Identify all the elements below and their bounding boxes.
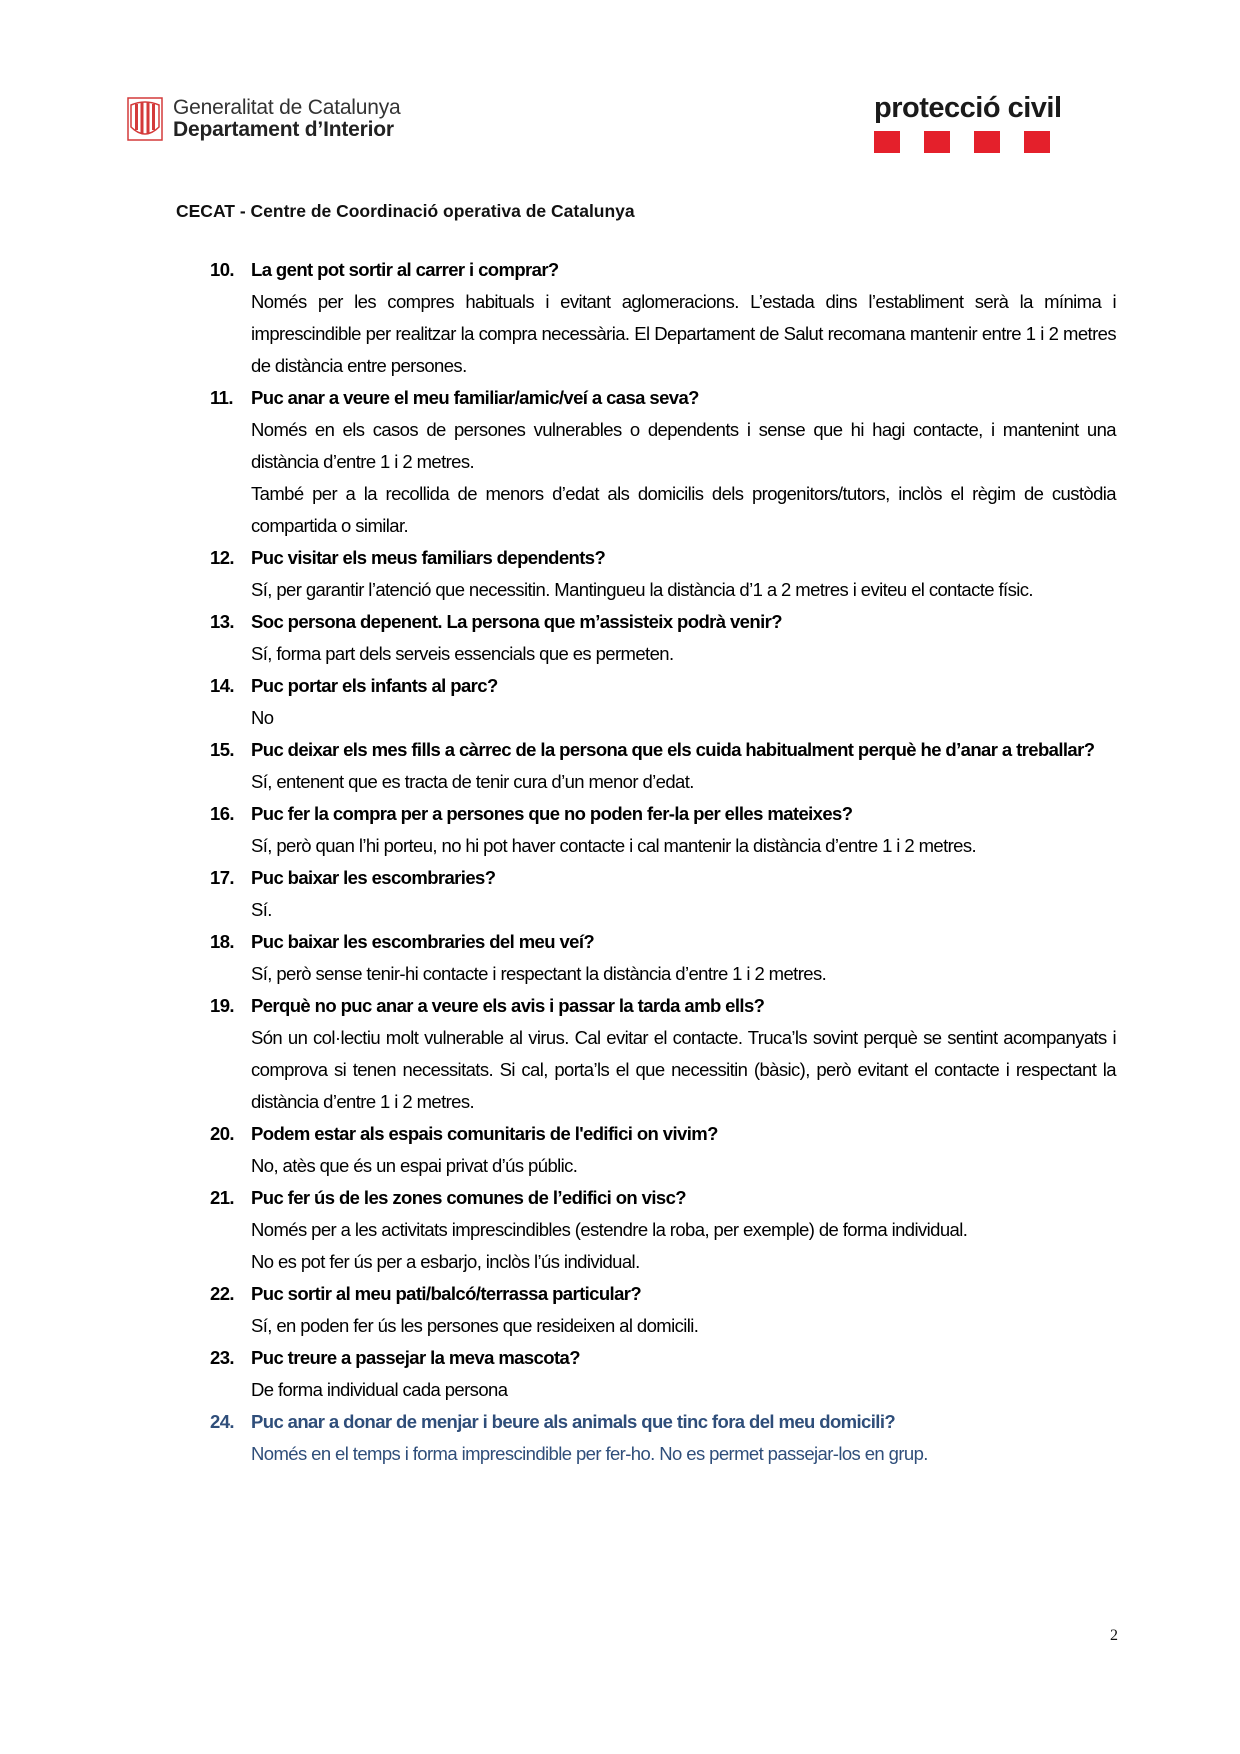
red-square — [874, 131, 900, 153]
faq-item — [210, 542, 1116, 606]
faq-question — [210, 798, 1116, 830]
answer-paragraph: Només en els casos de persones vulnerables o dependents i sense que hi hagi contacte, i mantenint una distància d’entre 1 i 2 metres. — [251, 419, 1116, 472]
answer-paragraph: No es pot fer ús per a esbarjo, inclòs l’ús individual. — [251, 1251, 640, 1272]
faq-item — [210, 862, 1116, 926]
page-number: 2 — [1110, 1627, 1118, 1644]
answer-paragraph: També per a la recollida de menors d’edat als domicilis dels progenitors/tutors, inclòs el règim de custòdia compartida o similar. — [251, 483, 1116, 536]
faq-question — [210, 1342, 1116, 1374]
generalitat-logo — [127, 97, 401, 141]
faq-question — [210, 1406, 1116, 1438]
generalitat-name: Generalitat de Catalunya — [173, 96, 401, 119]
question-text: Puc deixar els mes fills a càrrec de la persona que els cuida habitualment perquè he d’anar a treballar? — [251, 739, 1095, 760]
question-text: Puc fer ús de les zones comunes de l’edifici on visc? — [251, 1187, 686, 1208]
question-text: Puc treure a passejar la meva mascota? — [251, 1347, 580, 1368]
answer-paragraph: Sí. — [251, 899, 272, 920]
section-title: CECAT - Centre de Coordinació operativa de Catalunya — [176, 201, 635, 221]
question-number: 10. — [210, 259, 234, 280]
proteccio-civil-text: protecció civil — [874, 92, 1062, 124]
faq-question — [210, 542, 1116, 574]
faq-question — [210, 382, 1116, 414]
question-number: 13. — [210, 611, 234, 632]
faq-item — [210, 1278, 1116, 1342]
generalitat-emblem-icon — [127, 97, 163, 141]
faq-list — [210, 254, 1116, 1470]
red-square — [1024, 131, 1050, 153]
faq-item — [210, 254, 1116, 382]
faq-answer — [210, 830, 1116, 862]
question-text: Puc baixar les escombraries del meu veí? — [251, 931, 595, 952]
question-text: La gent pot sortir al carrer i comprar? — [251, 259, 559, 280]
faq-answer — [210, 638, 1116, 670]
faq-question — [210, 734, 1116, 766]
faq-item — [210, 606, 1116, 670]
faq-answer — [210, 958, 1116, 990]
faq-item — [210, 926, 1116, 990]
faq-item — [210, 990, 1116, 1118]
question-number: 19. — [210, 995, 234, 1016]
faq-question — [210, 670, 1116, 702]
faq-item — [210, 1406, 1116, 1470]
faq-question — [210, 1182, 1116, 1214]
faq-item — [210, 1118, 1116, 1182]
proteccio-civil-logo — [874, 93, 1062, 153]
faq-question — [210, 606, 1116, 638]
answer-paragraph: Sí, però sense tenir-hi contacte i respectant la distància d’entre 1 i 2 metres. — [251, 963, 827, 984]
answer-paragraph: Només per a les activitats imprescindibles (estendre la roba, per exemple) de forma individual. — [251, 1219, 968, 1240]
faq-question — [210, 1118, 1116, 1150]
faq-question — [210, 926, 1116, 958]
faq-answer — [210, 414, 1116, 542]
question-number: 24. — [210, 1411, 234, 1432]
faq-answer — [210, 1438, 1116, 1470]
answer-paragraph: Sí, en poden fer ús les persones que resideixen al domicili. — [251, 1315, 699, 1336]
question-number: 23. — [210, 1347, 234, 1368]
question-text: Puc sortir al meu pati/balcó/terrassa particular? — [251, 1283, 642, 1304]
question-number: 11. — [210, 387, 233, 408]
answer-paragraph: Sí, forma part dels serveis essencials que es permeten. — [251, 643, 674, 664]
red-square — [974, 131, 1000, 153]
question-number: 22. — [210, 1283, 234, 1304]
faq-item — [210, 798, 1116, 862]
faq-question — [210, 990, 1116, 1022]
department-name: Departament d’Interior — [173, 118, 394, 141]
answer-paragraph: No — [251, 707, 274, 728]
answer-paragraph: Només en el temps i forma imprescindible per fer-ho. No es permet passejar-los en grup. — [251, 1443, 928, 1464]
question-text: Podem estar als espais comunitaris de l'edifici on vivim? — [251, 1123, 718, 1144]
faq-question — [210, 862, 1116, 894]
answer-paragraph: De forma individual cada persona — [251, 1379, 508, 1400]
question-number: 17. — [210, 867, 234, 888]
answer-paragraph: Sí, per garantir l’atenció que necessitin. Mantingueu la distància d’1 a 2 metres i eviteu el contacte físic. — [251, 579, 1033, 600]
question-text: Puc portar els infants al parc? — [251, 675, 498, 696]
question-number: 18. — [210, 931, 234, 952]
question-text: Perquè no puc anar a veure els avis i passar la tarda amb ells? — [251, 995, 765, 1016]
faq-answer — [210, 1214, 1116, 1278]
faq-answer — [210, 1150, 1116, 1182]
faq-answer — [210, 702, 1116, 734]
faq-item — [210, 734, 1116, 798]
answer-paragraph: Sí, entenent que es tracta de tenir cura d’un menor d’edat. — [251, 771, 694, 792]
question-number: 14. — [210, 675, 234, 696]
faq-item — [210, 1342, 1116, 1406]
faq-item — [210, 1182, 1116, 1278]
faq-question — [210, 1278, 1116, 1310]
faq-answer — [210, 1310, 1116, 1342]
answer-paragraph: Sí, però quan l’hi porteu, no hi pot haver contacte i cal mantenir la distància d’entre 1 i 2 metres. — [251, 835, 977, 856]
red-square — [924, 131, 950, 153]
faq-answer — [210, 766, 1116, 798]
answer-paragraph: No, atès que és un espai privat d’ús públic. — [251, 1155, 578, 1176]
question-text: Puc anar a veure el meu familiar/amic/veí a casa seva? — [251, 387, 699, 408]
question-number: 16. — [210, 803, 234, 824]
question-text: Puc baixar les escombraries? — [251, 867, 496, 888]
question-number: 21. — [210, 1187, 234, 1208]
answer-paragraph: Només per les compres habituals i evitant aglomeracions. L’estada dins l’establiment serà la mínima i imprescindible per realitzar la compra necessària. El Departament de Salut recomana mantenir entre 1 i 2 metres de distància entre persones. — [251, 291, 1116, 376]
faq-answer — [210, 286, 1116, 382]
answer-paragraph: Són un col·lectiu molt vulnerable al virus. Cal evitar el contacte. Truca’ls sovint perquè se sentint acompanyats i comprova si tenen necessitats. Si cal, porta’ls el que necessitin (bàsic), però evitant el contacte i respectant la distància d’entre 1 i 2 metres. — [251, 1027, 1116, 1112]
faq-answer — [210, 574, 1116, 606]
faq-answer — [210, 894, 1116, 926]
faq-item — [210, 670, 1116, 734]
question-text: Puc fer la compra per a persones que no poden fer-la per elles mateixes? — [251, 803, 853, 824]
question-text: Puc anar a donar de menjar i beure als animals que tinc fora del meu domicili? — [251, 1411, 896, 1432]
question-number: 15. — [210, 739, 234, 760]
proteccio-civil-squares-icon — [874, 131, 1062, 153]
faq-answer — [210, 1374, 1116, 1406]
question-number: 20. — [210, 1123, 234, 1144]
question-number: 12. — [210, 547, 234, 568]
faq-answer — [210, 1022, 1116, 1118]
faq-item — [210, 382, 1116, 542]
question-text: Puc visitar els meus familiars dependents? — [251, 547, 606, 568]
faq-question — [210, 254, 1116, 286]
question-text: Soc persona depenent. La persona que m’assisteix podrà venir? — [251, 611, 782, 632]
